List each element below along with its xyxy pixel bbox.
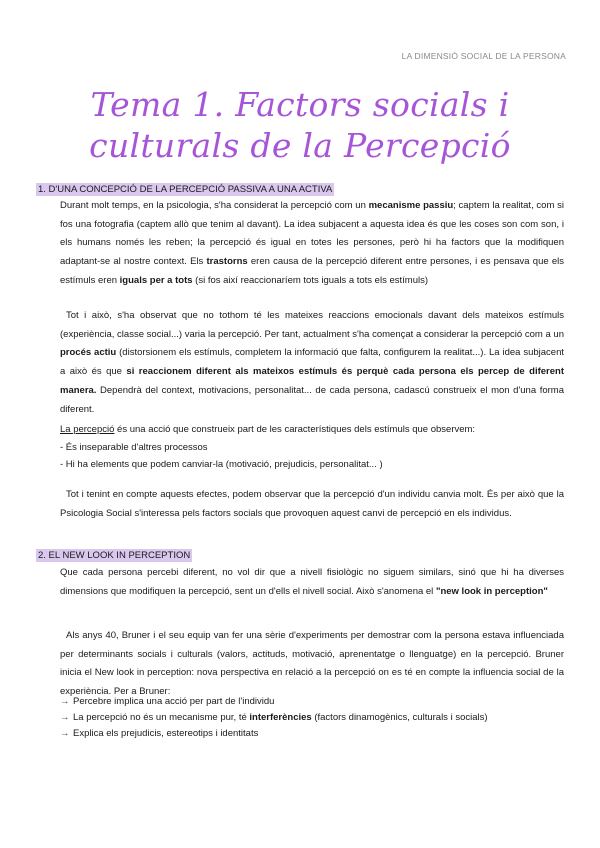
bruner-points-list (60, 694, 564, 741)
emphasis-mecanisme-passiu: mecanisme passiu (368, 200, 454, 211)
section-1-paragraph-3: La percepció és una acció que construeix part de les característiques dels estímuls que observem: (60, 424, 476, 435)
title-line-1: Tema 1. Factors socials i (90, 85, 510, 124)
section-1-paragraph-1: Durant molt temps, en la psicologia, s'ha considerat la percepció com un mecanisme passiu; captem la realitat, com si fos una fotografia (captem allò que tenim al davant). La idea subjacent a aquesta idea és que les coses son com son, i els humans només les reben; la percepció és igual en totes les persones, però hi ha factors que la modifiquen adaptant-se al nostre context. Els trastorns eren causa de la percepció diferent entre persones, i es pensava que els estímuls eren iguals per a tots (si fos així reaccionaríem tots iguals a tots els estímuls) (60, 200, 564, 286)
section-1-heading-text: 1. D'UNA CONCEPCIÓ DE LA PERCEPCIÓ PASSIVA A UNA ACTIVA (38, 184, 333, 195)
list-item: → La percepció no és un mecanisme pur, té interferències (factors dinamogènics, culturals i socials) (60, 710, 564, 726)
section-2-heading (36, 550, 192, 561)
arrow-right-icon: → (60, 727, 70, 739)
emphasis-iguals: iguals per a tots (119, 274, 193, 286)
characteristics-list (60, 440, 564, 473)
title-line-2: culturals de la Percepció (89, 126, 511, 165)
section-2-paragraph-1: Que cada persona percebi diferent, no vol dir que a nivell fisiològic no siguem similars, sinó que hi ha diverses dimensions que modifiquen la percepció, sent un d'ells el nivell social. Això s'anomena el "new look in perception" (60, 567, 564, 597)
section-1-paragraph-4: Tot i tenint en compte aquests efectes, podem observar que la percepció d'un individu canvia molt. És per això que la Psicologia Social s'interessa pels factors socials que provoquen aquest canvi de percepció en els individus. (60, 489, 564, 519)
section-1-heading (36, 184, 334, 195)
emphasis-new-look: "new look in perception" (435, 585, 548, 597)
emphasis-trastorns: trastorns (206, 256, 248, 268)
page-title (0, 84, 600, 166)
running-header: LA DIMENSIÓ SOCIAL DE LA PERSONA (401, 51, 566, 61)
emphasis-interferencies: interferències (249, 711, 312, 723)
section-1-paragraph-2: Tot i això, s'ha observat que no tothom té les mateixes reaccions emocionals davant dels mateixos estímuls (experiència, classe social...) varia la percepció. Per tant, actualment s'ha començat a considerar la percepció com a un procés actiu (distorsionem els estímuls, completem la informació que falta, configurem la realitat...). La idea subjacent a això és que si reaccionem diferent als mateixos estímuls és perquè cada persona els percep de diferent manera. Dependrà del context, motivacions, personalitat... de cada persona, cadascú construeix el mon d'una forma diferent. (60, 310, 564, 415)
list-item: - Hi ha elements que podem canviar-la (motivació, prejudicis, personalitat... ) (60, 458, 383, 470)
emphasis-reaccionem-diferent: si reaccionem diferent als mateixos estímuls és perquè cada persona els percep de diferent manera. (60, 366, 564, 396)
list-item: → Percebre implica una acció per part de l'individu (60, 694, 564, 710)
arrow-right-icon: → (60, 711, 70, 723)
arrow-right-icon: → (60, 696, 70, 707)
list-item: → Explica els prejudicis, estereotips i identitats (60, 726, 564, 742)
section-2-heading-text: 2. EL NEW LOOK IN PERCEPTION (38, 550, 191, 561)
section-2-paragraph-2: Als anys 40, Bruner i el seu equip van fer una sèrie d'experiments per demostrar com la persona estava influenciada per determinants socials i culturals (valors, actituds, motivació, aprenentatge o llenguatge) en la percepció. Bruner inicia el New look in perception: nova perspectiva en relació a la percepció on es té en compte la influencia social de la experiència. Per a Bruner: (60, 630, 564, 698)
term-la-percepcio: La percepció (60, 424, 115, 435)
list-item: - És inseparable d'altres processos (60, 442, 208, 453)
emphasis-proces-actiu: procés actiu (60, 347, 117, 359)
